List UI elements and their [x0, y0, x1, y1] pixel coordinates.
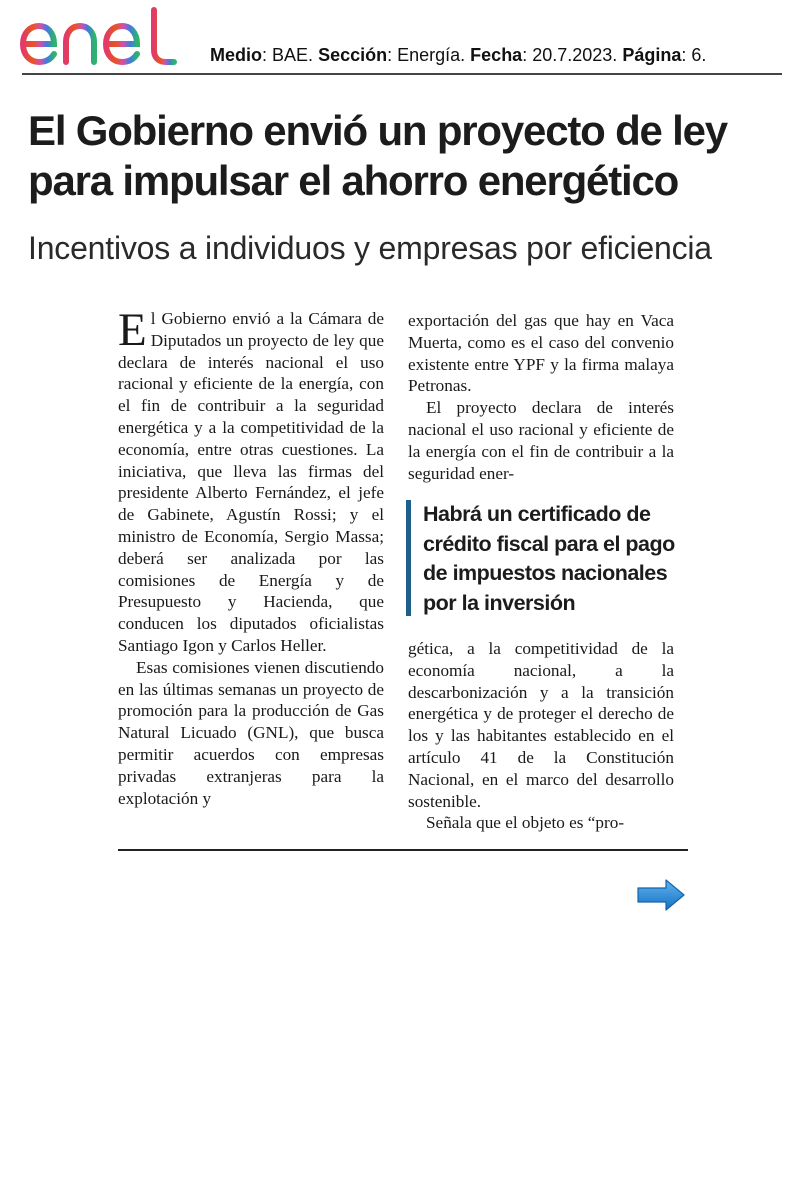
medio-value: BAE.	[272, 45, 314, 65]
header-divider	[22, 73, 782, 75]
seccion-label: Sección	[318, 45, 388, 65]
page-header	[0, 0, 800, 80]
drop-cap: E	[118, 304, 147, 356]
article-paragraph: Esas comisiones vienen discutiendo en las últimas semanas un proyecto de promoción para la producción de Gas Natural Licuado (GNL), que busca permitir acuerdos con empresas privadas extranjeras para la explotación y	[118, 657, 384, 808]
article-column-1	[118, 304, 384, 809]
article-paragraph	[118, 304, 384, 657]
fecha-label: Fecha	[470, 45, 523, 65]
pull-quote: Habrá un certificado de crédito fiscal para el pago de impuestos nacionales por la inversión	[406, 500, 684, 616]
article-column-2-top	[408, 310, 674, 484]
next-page-arrow-icon[interactable]	[636, 878, 686, 912]
article-paragraph: El proyecto declara de interés nacional el uso racional y eficiente de la energía con el fin de contribuir a la seguridad ener-	[408, 398, 674, 483]
article-paragraph: exportación del gas que hay en Vaca Muerta, como es el caso del convenio existente entre YPF y la firma malaya Petronas.	[408, 311, 674, 396]
fecha-value: 20.7.2023.	[532, 45, 618, 65]
article-headline: El Gobierno envió un proyecto de ley para impulsar el ahorro energético	[28, 107, 727, 204]
article-subheadline: Incentivos a individuos y empresas por eficiencia	[28, 230, 712, 266]
publication-meta: Medio: BAE. Sección: Energía. Fecha: 20.7.2023. Página: 6.	[210, 45, 707, 65]
article-paragraph: Señala que el objeto es “pro-	[426, 813, 625, 833]
article-end-divider	[118, 849, 688, 851]
enel-logo	[18, 6, 180, 68]
article-column-2-bottom	[408, 638, 674, 834]
seccion-value: Energía.	[397, 45, 466, 65]
paragraph-text: l Gobierno envió a la Cámara de Diputados un proyecto de ley que declara de interés nacional el uso racional y eficiente de la energía, con el fin de contribuir a la seguridad energética y a la competitividad de la economía, entre otras cuestiones. La iniciativa, que lleva las firmas del presidente Alberto Fernández, el jefe de Gabinete, Agustín Rossi; y el ministro de Economía, Sergio Massa; deberá ser analizada por las comisiones de Energía y de Presupuesto y Hacienda, que conducen los diputados oficialistas Santiago Igon y Carlos Heller.	[118, 309, 384, 655]
medio-label: Medio	[210, 45, 262, 65]
article-paragraph: gética, a la competitividad de la economía nacional, a la descarbonización y a la transición energética y de proteger el derecho de los y las habitantes establecido en el artículo 41 de la Constitución Nacional, en el marco del desarrollo sostenible.	[408, 639, 674, 811]
pagina-value: 6.	[691, 45, 707, 65]
pagina-label: Página	[622, 45, 682, 65]
